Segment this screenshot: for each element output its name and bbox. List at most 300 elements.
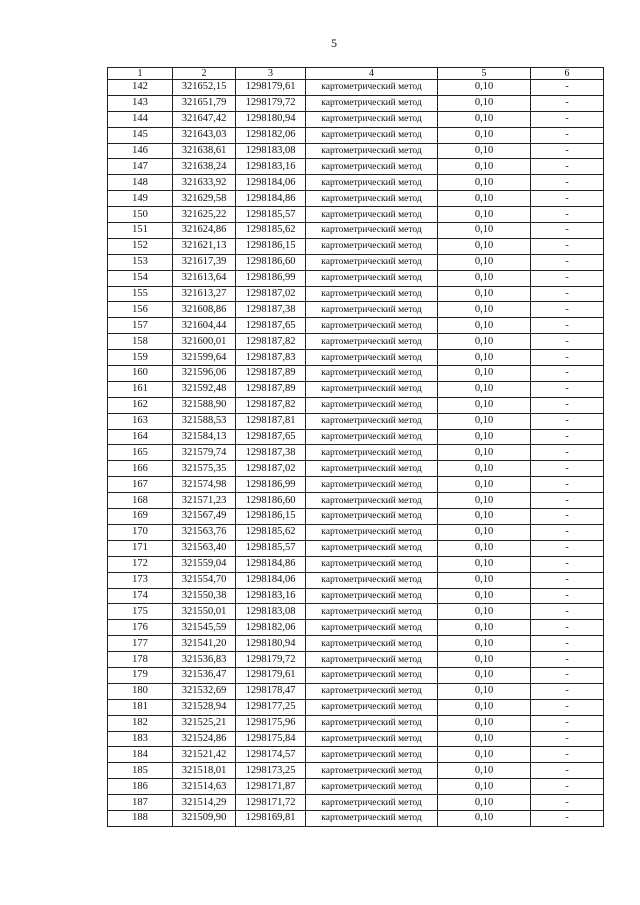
accuracy-cell: 0,10 (438, 159, 531, 175)
x-coordinate-cell: 321554,70 (173, 572, 236, 588)
y-coordinate-cell: 1298179,72 (236, 652, 306, 668)
method-cell: картометрический метод (306, 477, 438, 493)
y-coordinate-cell: 1298175,84 (236, 731, 306, 747)
x-coordinate-cell: 321596,06 (173, 366, 236, 382)
table-row (108, 445, 604, 461)
method-cell: картометрический метод (306, 731, 438, 747)
accuracy-cell: 0,10 (438, 636, 531, 652)
method-cell: картометрический метод (306, 334, 438, 350)
table-row (108, 556, 604, 572)
note-cell: - (531, 286, 604, 302)
accuracy-cell: 0,10 (438, 207, 531, 223)
accuracy-cell: 0,10 (438, 175, 531, 191)
y-coordinate-cell: 1298187,65 (236, 318, 306, 334)
accuracy-cell: 0,10 (438, 95, 531, 111)
accuracy-cell: 0,10 (438, 366, 531, 382)
coordinates-table (107, 67, 604, 827)
method-cell: картометрический метод (306, 810, 438, 826)
x-coordinate-cell: 321525,21 (173, 715, 236, 731)
y-coordinate-cell: 1298183,08 (236, 143, 306, 159)
table-row (108, 493, 604, 509)
method-cell: картометрический метод (306, 763, 438, 779)
note-cell: - (531, 477, 604, 493)
accuracy-cell: 0,10 (438, 747, 531, 763)
y-coordinate-cell: 1298185,62 (236, 223, 306, 239)
y-coordinate-cell: 1298186,99 (236, 477, 306, 493)
accuracy-cell: 0,10 (438, 143, 531, 159)
accuracy-cell: 0,10 (438, 493, 531, 509)
y-coordinate-cell: 1298182,06 (236, 620, 306, 636)
table-row (108, 795, 604, 811)
method-cell: картометрический метод (306, 620, 438, 636)
accuracy-cell: 0,10 (438, 683, 531, 699)
table-row (108, 191, 604, 207)
x-coordinate-cell: 321575,35 (173, 461, 236, 477)
point-number-cell: 178 (108, 652, 173, 668)
note-cell: - (531, 620, 604, 636)
point-number-cell: 146 (108, 143, 173, 159)
note-cell: - (531, 223, 604, 239)
y-coordinate-cell: 1298179,61 (236, 667, 306, 683)
method-cell: картометрический метод (306, 111, 438, 127)
x-coordinate-cell: 321624,86 (173, 223, 236, 239)
y-coordinate-cell: 1298187,89 (236, 366, 306, 382)
header-cell-3: 3 (236, 68, 306, 80)
x-coordinate-cell: 321545,59 (173, 620, 236, 636)
x-coordinate-cell: 321633,92 (173, 175, 236, 191)
table-row (108, 95, 604, 111)
method-cell: картометрический метод (306, 254, 438, 270)
y-coordinate-cell: 1298187,82 (236, 397, 306, 413)
note-cell: - (531, 540, 604, 556)
table-row (108, 350, 604, 366)
note-cell: - (531, 350, 604, 366)
note-cell: - (531, 429, 604, 445)
point-number-cell: 174 (108, 588, 173, 604)
note-cell: - (531, 318, 604, 334)
note-cell: - (531, 509, 604, 525)
x-coordinate-cell: 321528,94 (173, 699, 236, 715)
accuracy-cell: 0,10 (438, 620, 531, 636)
point-number-cell: 164 (108, 429, 173, 445)
table-row (108, 509, 604, 525)
header-cell-5: 5 (438, 68, 531, 80)
accuracy-cell: 0,10 (438, 731, 531, 747)
point-number-cell: 152 (108, 238, 173, 254)
note-cell: - (531, 524, 604, 540)
table-row (108, 763, 604, 779)
note-cell: - (531, 302, 604, 318)
accuracy-cell: 0,10 (438, 588, 531, 604)
method-cell: картометрический метод (306, 191, 438, 207)
point-number-cell: 169 (108, 509, 173, 525)
y-coordinate-cell: 1298180,94 (236, 636, 306, 652)
accuracy-cell: 0,10 (438, 715, 531, 731)
x-coordinate-cell: 321652,15 (173, 80, 236, 96)
x-coordinate-cell: 321571,23 (173, 493, 236, 509)
y-coordinate-cell: 1298175,96 (236, 715, 306, 731)
note-cell: - (531, 334, 604, 350)
x-coordinate-cell: 321617,39 (173, 254, 236, 270)
note-cell: - (531, 652, 604, 668)
point-number-cell: 154 (108, 270, 173, 286)
point-number-cell: 151 (108, 223, 173, 239)
y-coordinate-cell: 1298187,89 (236, 381, 306, 397)
point-number-cell: 177 (108, 636, 173, 652)
y-coordinate-cell: 1298186,15 (236, 238, 306, 254)
y-coordinate-cell: 1298177,25 (236, 699, 306, 715)
table-row (108, 175, 604, 191)
point-number-cell: 150 (108, 207, 173, 223)
x-coordinate-cell: 321629,58 (173, 191, 236, 207)
note-cell: - (531, 381, 604, 397)
y-coordinate-cell: 1298182,06 (236, 127, 306, 143)
point-number-cell: 142 (108, 80, 173, 96)
table-row (108, 620, 604, 636)
method-cell: картометрический метод (306, 461, 438, 477)
note-cell: - (531, 175, 604, 191)
x-coordinate-cell: 321559,04 (173, 556, 236, 572)
note-cell: - (531, 699, 604, 715)
x-coordinate-cell: 321600,01 (173, 334, 236, 350)
note-cell: - (531, 588, 604, 604)
y-coordinate-cell: 1298183,08 (236, 604, 306, 620)
note-cell: - (531, 731, 604, 747)
point-number-cell: 182 (108, 715, 173, 731)
table-row (108, 334, 604, 350)
y-coordinate-cell: 1298185,57 (236, 207, 306, 223)
point-number-cell: 181 (108, 699, 173, 715)
note-cell: - (531, 238, 604, 254)
point-number-cell: 145 (108, 127, 173, 143)
x-coordinate-cell: 321567,49 (173, 509, 236, 525)
table-row (108, 779, 604, 795)
x-coordinate-cell: 321647,42 (173, 111, 236, 127)
method-cell: картометрический метод (306, 238, 438, 254)
y-coordinate-cell: 1298186,60 (236, 254, 306, 270)
method-cell: картометрический метод (306, 95, 438, 111)
x-coordinate-cell: 321563,40 (173, 540, 236, 556)
y-coordinate-cell: 1298180,94 (236, 111, 306, 127)
method-cell: картометрический метод (306, 318, 438, 334)
note-cell: - (531, 572, 604, 588)
table-row (108, 604, 604, 620)
method-cell: картометрический метод (306, 350, 438, 366)
x-coordinate-cell: 321550,38 (173, 588, 236, 604)
point-number-cell: 149 (108, 191, 173, 207)
x-coordinate-cell: 321584,13 (173, 429, 236, 445)
y-coordinate-cell: 1298187,38 (236, 302, 306, 318)
x-coordinate-cell: 321643,03 (173, 127, 236, 143)
accuracy-cell: 0,10 (438, 445, 531, 461)
x-coordinate-cell: 321613,64 (173, 270, 236, 286)
accuracy-cell: 0,10 (438, 302, 531, 318)
point-number-cell: 158 (108, 334, 173, 350)
table-row (108, 572, 604, 588)
note-cell: - (531, 397, 604, 413)
point-number-cell: 180 (108, 683, 173, 699)
x-coordinate-cell: 321625,22 (173, 207, 236, 223)
accuracy-cell: 0,10 (438, 318, 531, 334)
method-cell: картометрический метод (306, 381, 438, 397)
method-cell: картометрический метод (306, 795, 438, 811)
x-coordinate-cell: 321536,47 (173, 667, 236, 683)
table-row (108, 238, 604, 254)
point-number-cell: 160 (108, 366, 173, 382)
point-number-cell: 172 (108, 556, 173, 572)
x-coordinate-cell: 321638,24 (173, 159, 236, 175)
note-cell: - (531, 810, 604, 826)
point-number-cell: 185 (108, 763, 173, 779)
point-number-cell: 170 (108, 524, 173, 540)
accuracy-cell: 0,10 (438, 286, 531, 302)
table-row (108, 413, 604, 429)
method-cell: картометрический метод (306, 715, 438, 731)
table-row (108, 159, 604, 175)
point-number-cell: 179 (108, 667, 173, 683)
note-cell: - (531, 207, 604, 223)
note-cell: - (531, 604, 604, 620)
note-cell: - (531, 461, 604, 477)
table-row (108, 207, 604, 223)
point-number-cell: 159 (108, 350, 173, 366)
point-number-cell: 186 (108, 779, 173, 795)
note-cell: - (531, 127, 604, 143)
x-coordinate-cell: 321599,64 (173, 350, 236, 366)
table-row (108, 397, 604, 413)
x-coordinate-cell: 321550,01 (173, 604, 236, 620)
method-cell: картометрический метод (306, 779, 438, 795)
point-number-cell: 162 (108, 397, 173, 413)
x-coordinate-cell: 321521,42 (173, 747, 236, 763)
method-cell: картометрический метод (306, 270, 438, 286)
table-row (108, 223, 604, 239)
page-number: 5 (331, 36, 337, 50)
note-cell: - (531, 270, 604, 286)
point-number-cell: 175 (108, 604, 173, 620)
table-row (108, 652, 604, 668)
y-coordinate-cell: 1298187,82 (236, 334, 306, 350)
y-coordinate-cell: 1298183,16 (236, 588, 306, 604)
table-row (108, 111, 604, 127)
x-coordinate-cell: 321509,90 (173, 810, 236, 826)
accuracy-cell: 0,10 (438, 191, 531, 207)
method-cell: картометрический метод (306, 699, 438, 715)
note-cell: - (531, 159, 604, 175)
x-coordinate-cell: 321588,53 (173, 413, 236, 429)
note-cell: - (531, 445, 604, 461)
note-cell: - (531, 111, 604, 127)
y-coordinate-cell: 1298174,57 (236, 747, 306, 763)
method-cell: картометрический метод (306, 604, 438, 620)
table-row (108, 302, 604, 318)
point-number-cell: 184 (108, 747, 173, 763)
method-cell: картометрический метод (306, 540, 438, 556)
x-coordinate-cell: 321613,27 (173, 286, 236, 302)
table-row (108, 810, 604, 826)
note-cell: - (531, 366, 604, 382)
point-number-cell: 166 (108, 461, 173, 477)
note-cell: - (531, 191, 604, 207)
y-coordinate-cell: 1298171,72 (236, 795, 306, 811)
accuracy-cell: 0,10 (438, 477, 531, 493)
method-cell: картометрический метод (306, 286, 438, 302)
method-cell: картометрический метод (306, 556, 438, 572)
accuracy-cell: 0,10 (438, 810, 531, 826)
note-cell: - (531, 80, 604, 96)
x-coordinate-cell: 321651,79 (173, 95, 236, 111)
accuracy-cell: 0,10 (438, 556, 531, 572)
method-cell: картометрический метод (306, 683, 438, 699)
table-row (108, 381, 604, 397)
method-cell: картометрический метод (306, 445, 438, 461)
method-cell: картометрический метод (306, 127, 438, 143)
accuracy-cell: 0,10 (438, 80, 531, 96)
method-cell: картометрический метод (306, 747, 438, 763)
point-number-cell: 173 (108, 572, 173, 588)
table-row (108, 143, 604, 159)
method-cell: картометрический метод (306, 588, 438, 604)
point-number-cell: 147 (108, 159, 173, 175)
point-number-cell: 187 (108, 795, 173, 811)
table-row (108, 366, 604, 382)
table-row (108, 80, 604, 96)
point-number-cell: 188 (108, 810, 173, 826)
accuracy-cell: 0,10 (438, 509, 531, 525)
table-row (108, 699, 604, 715)
x-coordinate-cell: 321536,83 (173, 652, 236, 668)
method-cell: картометрический метод (306, 429, 438, 445)
y-coordinate-cell: 1298187,83 (236, 350, 306, 366)
point-number-cell: 157 (108, 318, 173, 334)
accuracy-cell: 0,10 (438, 413, 531, 429)
note-cell: - (531, 747, 604, 763)
note-cell: - (531, 636, 604, 652)
point-number-cell: 155 (108, 286, 173, 302)
table-row (108, 254, 604, 270)
y-coordinate-cell: 1298186,60 (236, 493, 306, 509)
note-cell: - (531, 556, 604, 572)
table-header-row (108, 68, 604, 80)
accuracy-cell: 0,10 (438, 461, 531, 477)
y-coordinate-cell: 1298187,02 (236, 286, 306, 302)
accuracy-cell: 0,10 (438, 779, 531, 795)
x-coordinate-cell: 321608,86 (173, 302, 236, 318)
y-coordinate-cell: 1298173,25 (236, 763, 306, 779)
method-cell: картометрический метод (306, 159, 438, 175)
x-coordinate-cell: 321514,63 (173, 779, 236, 795)
note-cell: - (531, 795, 604, 811)
x-coordinate-cell: 321638,61 (173, 143, 236, 159)
y-coordinate-cell: 1298185,62 (236, 524, 306, 540)
y-coordinate-cell: 1298178,47 (236, 683, 306, 699)
accuracy-cell: 0,10 (438, 524, 531, 540)
y-coordinate-cell: 1298187,81 (236, 413, 306, 429)
point-number-cell: 148 (108, 175, 173, 191)
table-body (108, 68, 604, 827)
method-cell: картометрический метод (306, 302, 438, 318)
method-cell: картометрический метод (306, 175, 438, 191)
point-number-cell: 161 (108, 381, 173, 397)
note-cell: - (531, 763, 604, 779)
method-cell: картометрический метод (306, 223, 438, 239)
y-coordinate-cell: 1298184,86 (236, 191, 306, 207)
table-row (108, 318, 604, 334)
accuracy-cell: 0,10 (438, 350, 531, 366)
accuracy-cell: 0,10 (438, 540, 531, 556)
point-number-cell: 176 (108, 620, 173, 636)
y-coordinate-cell: 1298169,81 (236, 810, 306, 826)
y-coordinate-cell: 1298184,86 (236, 556, 306, 572)
method-cell: картометрический метод (306, 509, 438, 525)
y-coordinate-cell: 1298171,87 (236, 779, 306, 795)
method-cell: картометрический метод (306, 572, 438, 588)
x-coordinate-cell: 321532,69 (173, 683, 236, 699)
accuracy-cell: 0,10 (438, 652, 531, 668)
x-coordinate-cell: 321541,20 (173, 636, 236, 652)
point-number-cell: 143 (108, 95, 173, 111)
point-number-cell: 163 (108, 413, 173, 429)
note-cell: - (531, 667, 604, 683)
note-cell: - (531, 254, 604, 270)
x-coordinate-cell: 321604,44 (173, 318, 236, 334)
x-coordinate-cell: 321518,01 (173, 763, 236, 779)
accuracy-cell: 0,10 (438, 667, 531, 683)
accuracy-cell: 0,10 (438, 381, 531, 397)
method-cell: картометрический метод (306, 667, 438, 683)
y-coordinate-cell: 1298186,15 (236, 509, 306, 525)
y-coordinate-cell: 1298185,57 (236, 540, 306, 556)
header-cell-6: 6 (531, 68, 604, 80)
y-coordinate-cell: 1298184,06 (236, 572, 306, 588)
accuracy-cell: 0,10 (438, 270, 531, 286)
x-coordinate-cell: 321621,13 (173, 238, 236, 254)
point-number-cell: 153 (108, 254, 173, 270)
x-coordinate-cell: 321514,29 (173, 795, 236, 811)
table-row (108, 747, 604, 763)
accuracy-cell: 0,10 (438, 111, 531, 127)
accuracy-cell: 0,10 (438, 429, 531, 445)
y-coordinate-cell: 1298187,02 (236, 461, 306, 477)
method-cell: картометрический метод (306, 652, 438, 668)
table-row (108, 461, 604, 477)
accuracy-cell: 0,10 (438, 604, 531, 620)
note-cell: - (531, 715, 604, 731)
table-row (108, 524, 604, 540)
method-cell: картометрический метод (306, 413, 438, 429)
table-row (108, 127, 604, 143)
table-row (108, 286, 604, 302)
x-coordinate-cell: 321588,90 (173, 397, 236, 413)
table-row (108, 683, 604, 699)
note-cell: - (531, 493, 604, 509)
method-cell: картометрический метод (306, 493, 438, 509)
x-coordinate-cell: 321574,98 (173, 477, 236, 493)
note-cell: - (531, 95, 604, 111)
y-coordinate-cell: 1298179,61 (236, 80, 306, 96)
note-cell: - (531, 779, 604, 795)
accuracy-cell: 0,10 (438, 795, 531, 811)
x-coordinate-cell: 321579,74 (173, 445, 236, 461)
x-coordinate-cell: 321592,48 (173, 381, 236, 397)
method-cell: картометрический метод (306, 366, 438, 382)
table-row (108, 731, 604, 747)
point-number-cell: 156 (108, 302, 173, 318)
y-coordinate-cell: 1298187,65 (236, 429, 306, 445)
accuracy-cell: 0,10 (438, 254, 531, 270)
y-coordinate-cell: 1298187,38 (236, 445, 306, 461)
accuracy-cell: 0,10 (438, 763, 531, 779)
